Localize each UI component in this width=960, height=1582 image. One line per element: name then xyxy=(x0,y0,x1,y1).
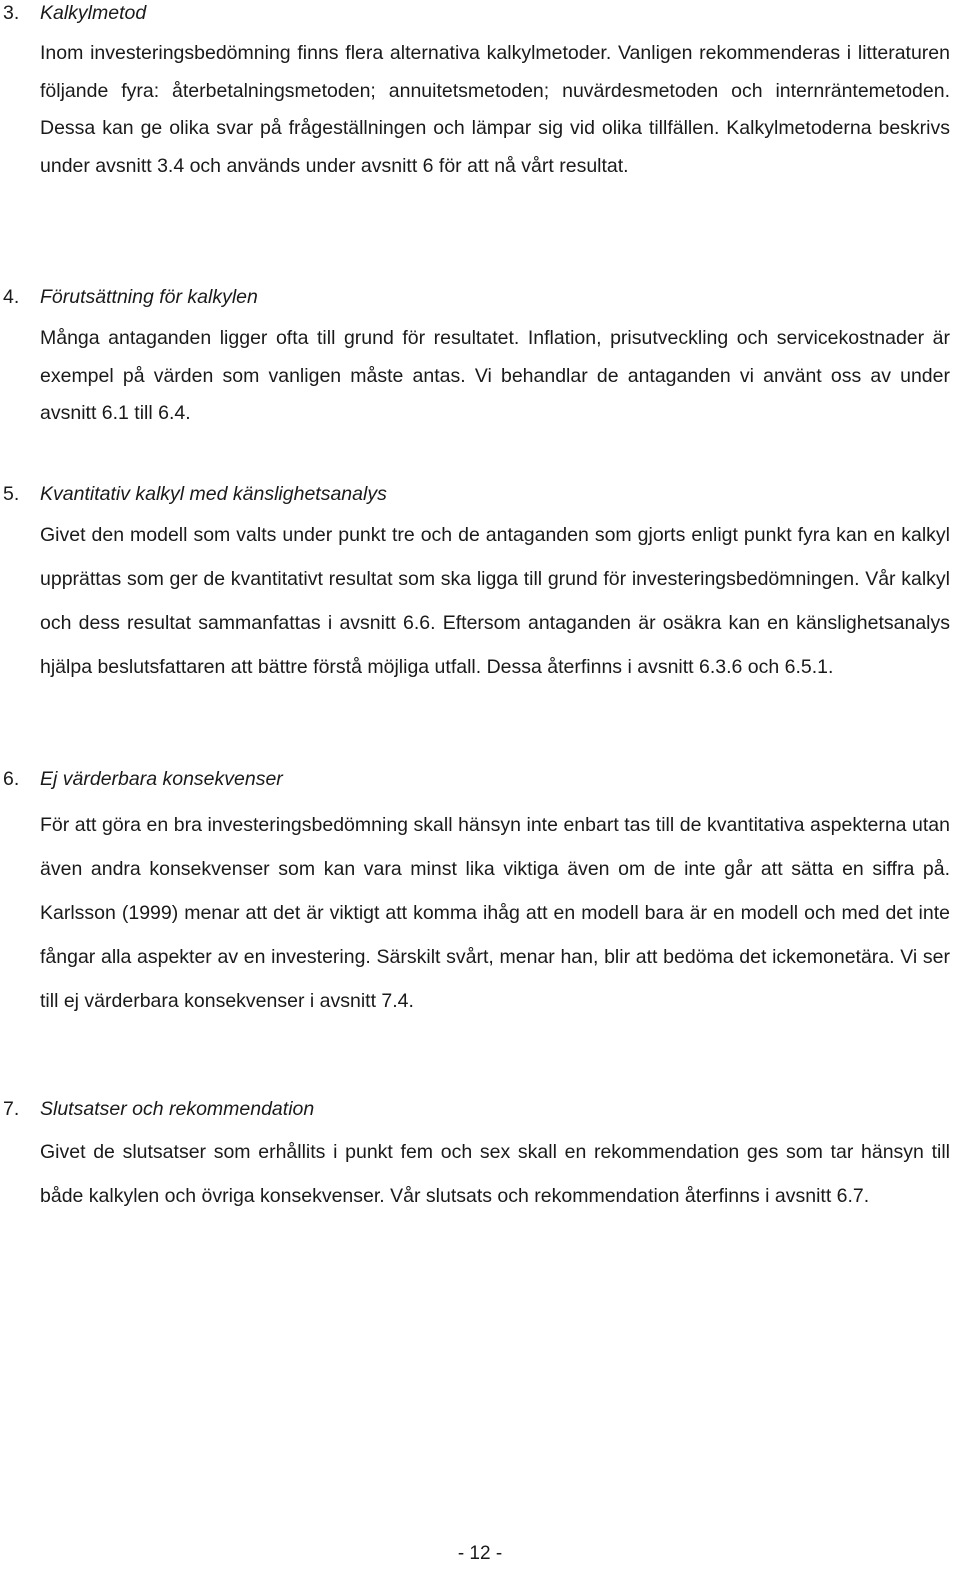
section-5-kvantitativ-kalkyl xyxy=(0,481,960,678)
section-number: 6. xyxy=(3,768,20,790)
section-6-ej-varderbara xyxy=(0,766,960,1012)
section-title: Ej värderbara konsekvenser xyxy=(40,768,283,790)
section-heading xyxy=(0,766,960,792)
section-number: 7. xyxy=(3,1098,20,1120)
section-heading xyxy=(0,1096,960,1122)
section-7-slutsatser xyxy=(0,1096,960,1207)
section-heading xyxy=(0,481,960,507)
section-3-kalkylmetod xyxy=(0,0,960,177)
section-paragraph: Många antaganden ligger ofta till grund för resultatet. Inflation, prisutveckling och servicekostnader är exempel på värden som vanligen måste antas. Vi behandlar de antaganden vi använt oss av under avsnitt 6.1 till 6.4. xyxy=(40,327,950,424)
section-heading xyxy=(0,284,960,310)
section-title: Kalkylmetod xyxy=(40,2,147,24)
section-4-forutsattning xyxy=(0,284,960,424)
section-number: 3. xyxy=(3,2,20,24)
section-title: Förutsättning för kalkylen xyxy=(40,286,258,308)
section-paragraph: Givet den modell som valts under punkt tre och de antaganden som gjorts enligt punkt fyra kan en kalkyl upprättas som ger de kvantitativt resultat som ska ligga till grund för investeringsbedömningen. Vår kalkyl och dess resultat sammanfattas i avsnitt 6.6. Eftersom antaganden är osäkra kan en känslighetsanalys hjälpa beslutsfattaren att bättre förstå möjliga utfall. Dessa återfinns i avsnitt 6.3.6 och 6.5.1. xyxy=(40,524,950,678)
page-number: - 12 - xyxy=(457,1543,503,1564)
section-paragraph: Inom investeringsbedömning finns flera alternativa kalkylmetoder. Vanligen rekommenderas i litteraturen följande fyra: återbetalningsmetoden; annuitetsmetoden; nuvärdesmetoden och internräntemetoden. Dessa kan ge olika svar på frågeställningen och lämpar sig vid olika tillfällen. Kalkylmetoderna beskrivs under avsnitt 3.4 och används under avsnitt 6 för att nå vårt resultat. xyxy=(40,42,950,177)
section-paragraph: Givet de slutsatser som erhållits i punkt fem och sex skall en rekommendation ges som tar hänsyn till både kalkylen och övriga konsekvenser. Vår slutsats och rekommendation återfinns i avsnitt 6.7. xyxy=(40,1141,950,1207)
section-title: Kvantitativ kalkyl med känslighetsanalys xyxy=(40,483,387,505)
section-paragraph: För att göra en bra investeringsbedömning skall hänsyn inte enbart tas till de kvantitativa aspekterna utan även andra konsekvenser som kan vara minst lika viktiga även om de inte går att sätta en siffra på. Karlsson (1999) menar att det är viktigt att komma ihåg att en modell bara är en modell och med det inte fångar alla aspekter av en investering. Särskilt svårt, menar han, blir att bedöma det ickemonetära. Vi ser till ej värderbara konsekvenser i avsnitt 7.4. xyxy=(40,814,950,1012)
section-heading xyxy=(0,0,960,26)
section-number: 4. xyxy=(3,286,20,308)
section-number: 5. xyxy=(3,483,20,505)
section-title: Slutsatser och rekommendation xyxy=(40,1098,315,1120)
